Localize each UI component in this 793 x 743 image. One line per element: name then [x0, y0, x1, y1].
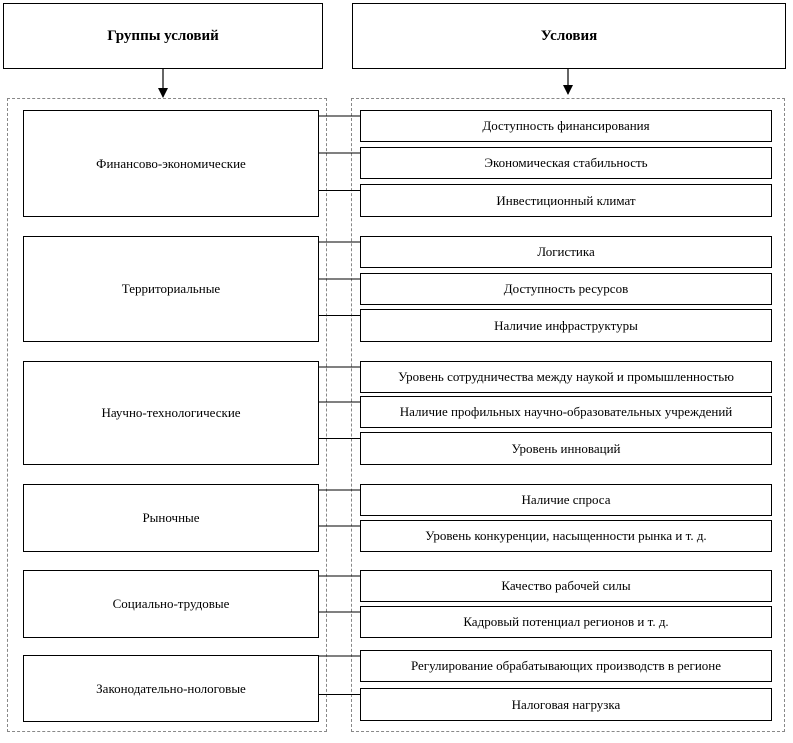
condition-label: Уровень инноваций: [511, 440, 621, 456]
condition-label: Логистика: [537, 244, 595, 259]
condition-science-industry-cooperation: [360, 361, 772, 393]
condition-personnel-potential: [360, 606, 772, 638]
condition-manufacturing-regulation: [360, 650, 772, 682]
condition-tax-burden: [360, 688, 772, 721]
condition-infrastructure: [360, 309, 772, 342]
condition-economic-stability: [360, 147, 772, 179]
group-label: Территориальные: [121, 281, 221, 296]
condition-logistics: [360, 236, 772, 268]
condition-investment-climate: [360, 184, 772, 217]
condition-resource-availability: [360, 273, 772, 305]
condition-label: Наличие спроса: [521, 492, 611, 507]
condition-innovation-level: [360, 432, 772, 465]
condition-label: Уровень конкуренции, насыщенности рынка и т. д.: [425, 528, 707, 543]
condition-label: Кадровый потенциал регионов и т. д.: [463, 614, 669, 629]
condition-workforce-quality: [360, 570, 772, 602]
group-legislative-tax: [23, 655, 319, 722]
group-social-labor: [23, 570, 319, 638]
condition-research-institutions: [360, 396, 772, 428]
group-label: Научно-технологические: [101, 405, 241, 420]
conditions-header-label: Условия: [540, 27, 598, 44]
group-label: Социально-трудовые: [112, 596, 230, 611]
groups-header-label: Группы условий: [107, 27, 219, 44]
group-label: Законодательно-нологовые: [96, 680, 246, 696]
group-scientific-technological: [23, 361, 319, 465]
condition-label: Наличие инфраструктуры: [494, 317, 638, 333]
condition-label: Качество рабочей силы: [501, 578, 631, 593]
condition-label: Экономическая стабильность: [484, 155, 648, 170]
group-label: Рыночные: [142, 510, 200, 525]
condition-competition-saturation: [360, 520, 772, 552]
group-territorial: [23, 236, 319, 342]
condition-label: Налоговая нагрузка: [511, 696, 621, 712]
condition-label: Уровень сотрудничества между наукой и промышленностью: [398, 369, 734, 384]
condition-label: Доступность ресурсов: [503, 281, 629, 296]
group-label: Финансово-экономические: [96, 155, 246, 171]
condition-financing-availability: [360, 110, 772, 142]
group-market: [23, 484, 319, 552]
condition-label: Доступность финансирования: [482, 118, 650, 133]
condition-label: Регулирование обрабатывающих производств в регионе: [410, 658, 722, 673]
condition-demand: [360, 484, 772, 516]
condition-label: Инвестиционный климат: [496, 192, 636, 208]
group-financial-economic: [23, 110, 319, 217]
condition-label: Наличие профильных научно-образовательных учреждений: [399, 404, 733, 419]
